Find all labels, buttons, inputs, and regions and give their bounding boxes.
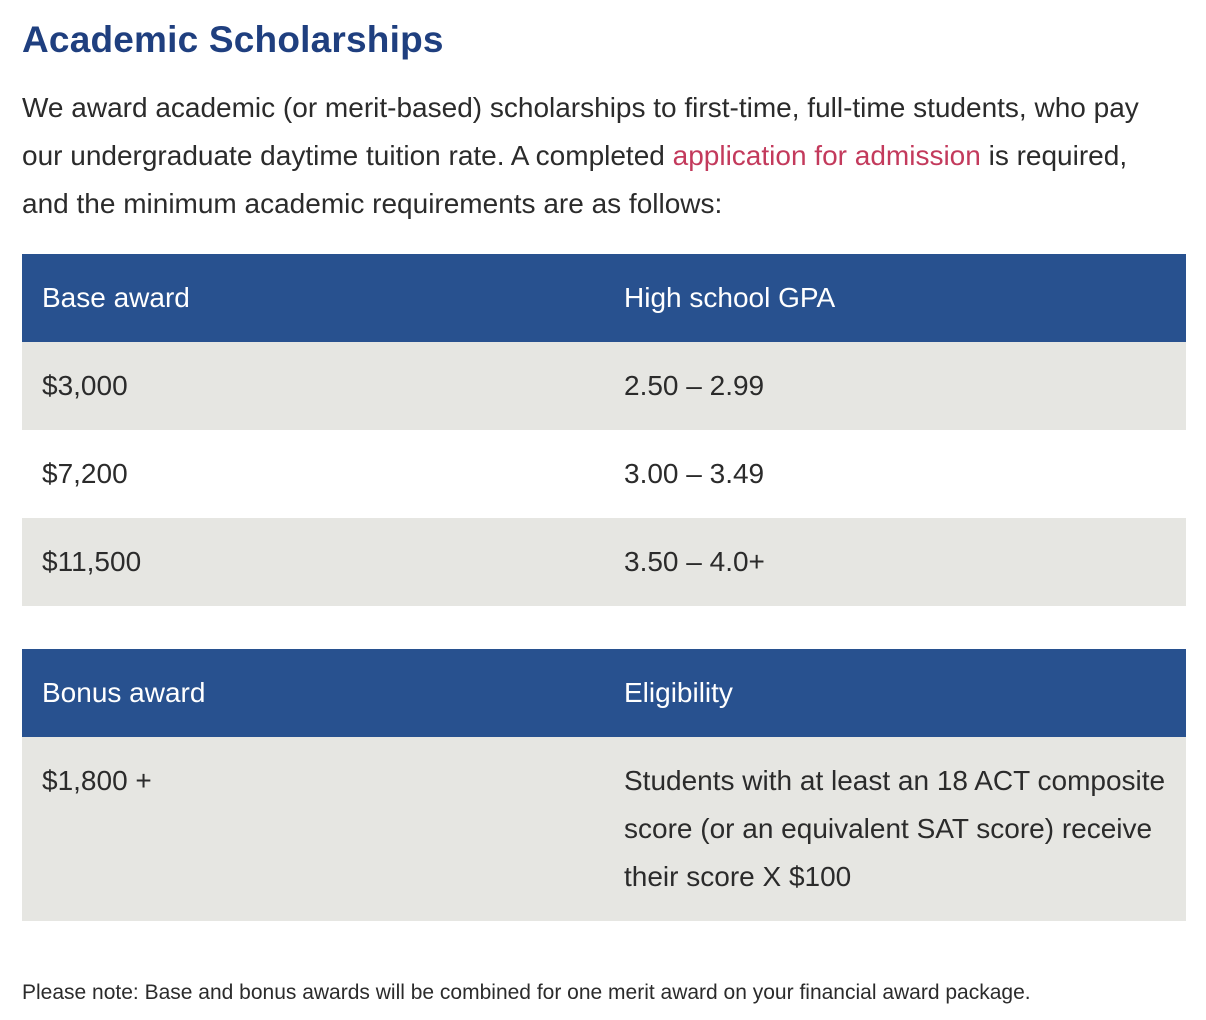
table-header-row [22,254,1186,342]
footnote: Please note: Base and bonus awards will be combined for one merit award on your financial award package. [22,981,1031,1004]
base-award-amount: $11,500 [22,518,604,606]
gpa-range: 2.50 – 2.99 [604,342,1186,430]
table-row [22,737,1186,921]
gpa-range: 3.50 – 4.0+ [604,518,1186,606]
table-header-row [22,649,1186,737]
gpa-range: 3.00 – 3.49 [604,430,1186,518]
table-row [22,430,1186,518]
bonus-award-table [22,649,1186,921]
header-high-school-gpa: High school GPA [604,254,1186,342]
base-award-amount: $3,000 [22,342,604,430]
table-row [22,342,1186,430]
base-award-table [22,254,1186,606]
eligibility-text: Students with at least an 18 ACT composite score (or an equivalent SAT score) receive their score X $100 [604,737,1186,921]
intro-paragraph [22,84,1162,228]
intro-text-after: is required, and the minimum academic requirements are as follows: [22,140,1128,219]
page-title: Academic Scholarships [22,19,444,60]
bonus-award-amount: $1,800 + [22,737,604,921]
header-bonus-award: Bonus award [22,649,604,737]
table-row [22,518,1186,606]
application-link[interactable]: application for admission [672,140,981,171]
header-base-award: Base award [22,254,604,342]
base-award-amount: $7,200 [22,430,604,518]
intro-text-before: We award academic (or merit-based) scholarships to first-time, full-time students, who pay our undergraduate daytime tuition rate. A completed [22,92,1139,171]
header-eligibility: Eligibility [604,649,1186,737]
